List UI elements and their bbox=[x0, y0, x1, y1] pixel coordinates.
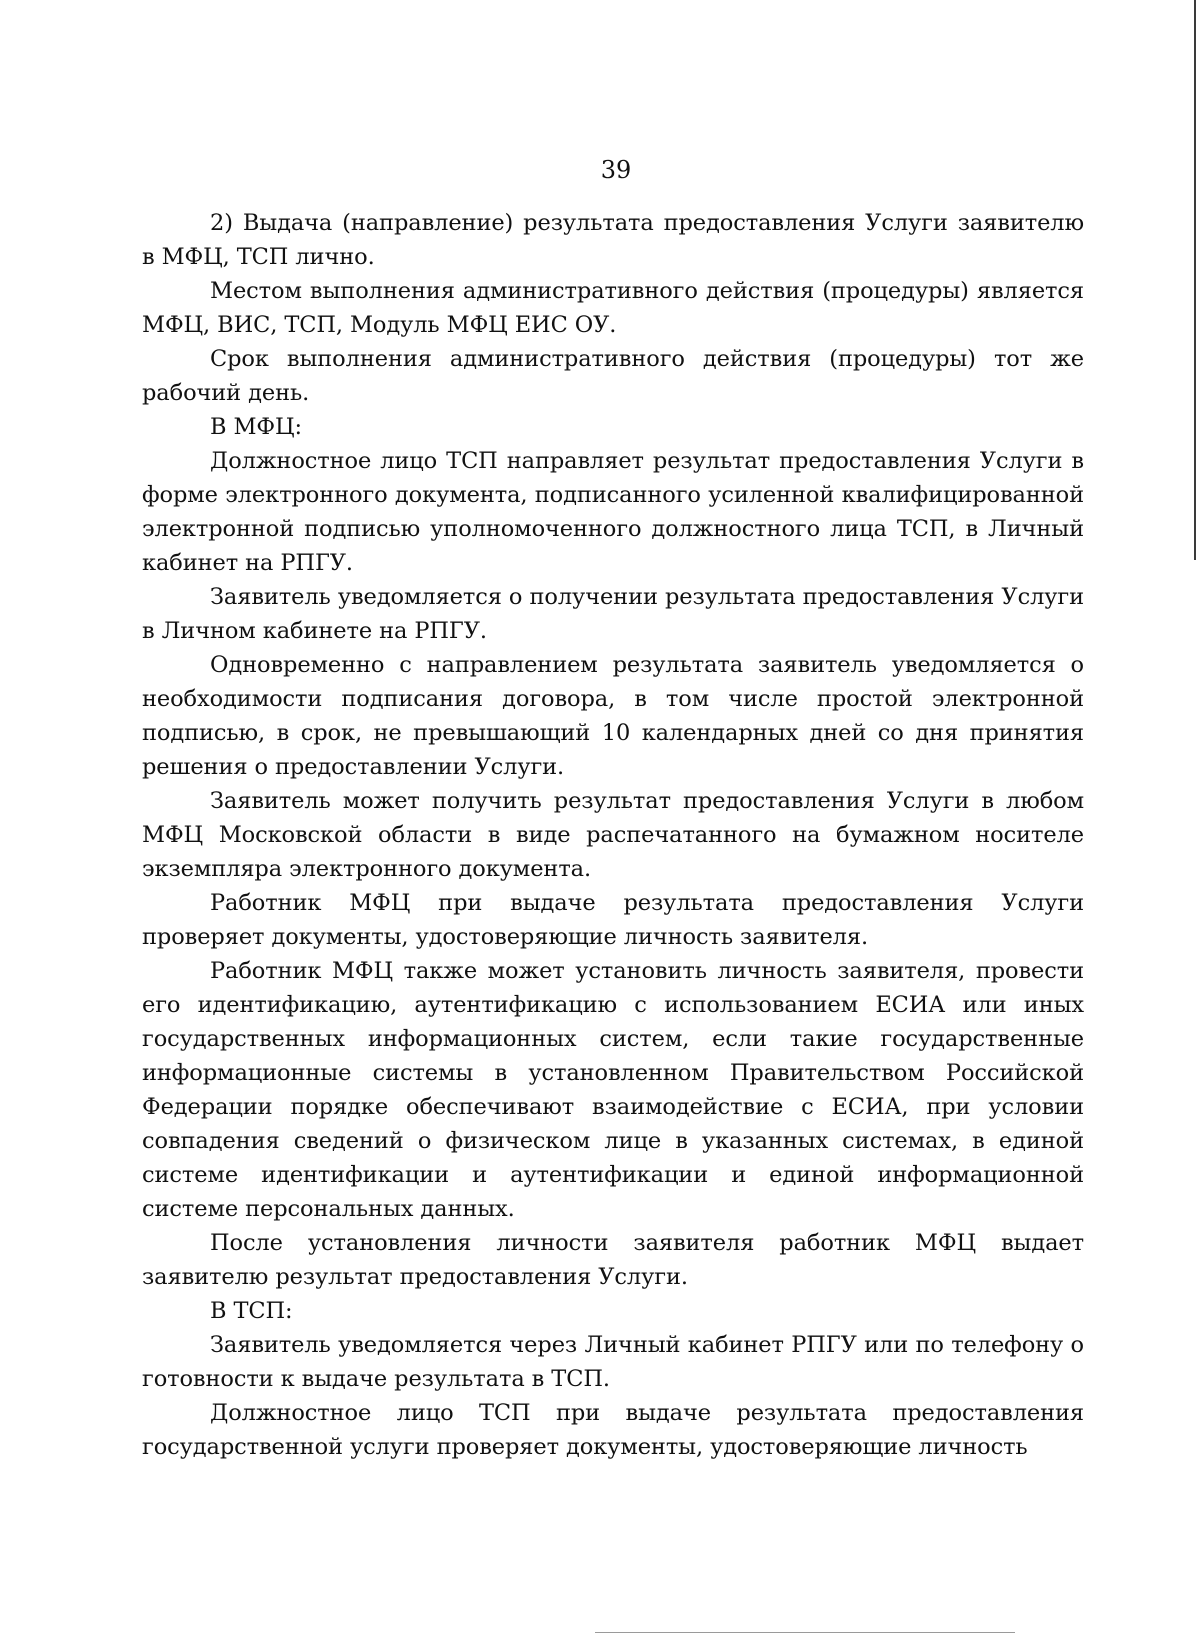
document-body bbox=[142, 206, 1084, 1464]
section-heading-mfc: В МФЦ: bbox=[210, 414, 303, 440]
paragraph-mfc-checks-documents: Работник МФЦ при выдаче результата предоставления Услуги проверяет документы, удостоверяющие личность заявителя. bbox=[142, 890, 1084, 950]
paragraph-contract-signing: Одновременно с направлением результата заявитель уведомляется о необходимости подписания договора, в том числе простой электронной подписью, в срок, не превышающий 10 календарных дней со дня принятия решения о предоставлении Услуги. bbox=[142, 652, 1084, 780]
paragraph-issuance-item: 2) Выдача (направление) результата предоставления Услуги заявителю в МФЦ, ТСП лично. bbox=[142, 210, 1084, 270]
paragraph-applicant-notified: Заявитель уведомляется о получении результата предоставления Услуги в Личном кабинете на РПГУ. bbox=[142, 584, 1084, 644]
paragraph-mfc-issues-result: После установления личности заявителя работник МФЦ выдает заявителю результат предоставления Услуги. bbox=[142, 1230, 1084, 1290]
scan-bottom-line bbox=[595, 1632, 1015, 1633]
paragraph-tsp-sends-result: Должностное лицо ТСП направляет результат предоставления Услуги в форме электронного документа, подписанного усиленной квалифицированной электронной подписью уполномоченного должностного лица ТСП, в Личный кабинет на РПГУ. bbox=[142, 448, 1084, 576]
paragraph-tsp-checks-documents: Должностное лицо ТСП при выдаче результата предоставления государственной услуги проверяет документы, удостоверяющие личность bbox=[142, 1400, 1084, 1460]
scan-edge-line bbox=[1194, 0, 1196, 560]
paragraph-receive-in-any-mfc: Заявитель может получить результат предоставления Услуги в любом МФЦ Московской области в виде распечатанного на бумажном носителе экземпляра электронного документа. bbox=[142, 788, 1084, 882]
paragraph-execution-term: Срок выполнения административного действия (процедуры) тот же рабочий день. bbox=[142, 346, 1084, 406]
paragraph-tsp-notification: Заявитель уведомляется через Личный кабинет РПГУ или по телефону о готовности к выдаче результата в ТСП. bbox=[142, 1332, 1084, 1392]
paragraph-place-of-execution: Местом выполнения административного действия (процедуры) является МФЦ, ВИС, ТСП, Модуль МФЦ ЕИС ОУ. bbox=[142, 278, 1084, 338]
page-number: 39 bbox=[600, 156, 632, 184]
paragraph-mfc-identification: Работник МФЦ также может установить личность заявителя, провести его идентификацию, аутентификацию с использованием ЕСИА или иных государственных информационных систем, если такие государственные информационные системы в установленном Правительством Российской Федерации порядке обеспечивают взаимодействие с ЕСИА, при условии совпадения сведений о физическом лице в указанных системах, в единой системе идентификации и аутентификации и единой информационной системе персональных данных. bbox=[142, 958, 1084, 1222]
section-heading-tsp: В ТСП: bbox=[210, 1298, 293, 1324]
